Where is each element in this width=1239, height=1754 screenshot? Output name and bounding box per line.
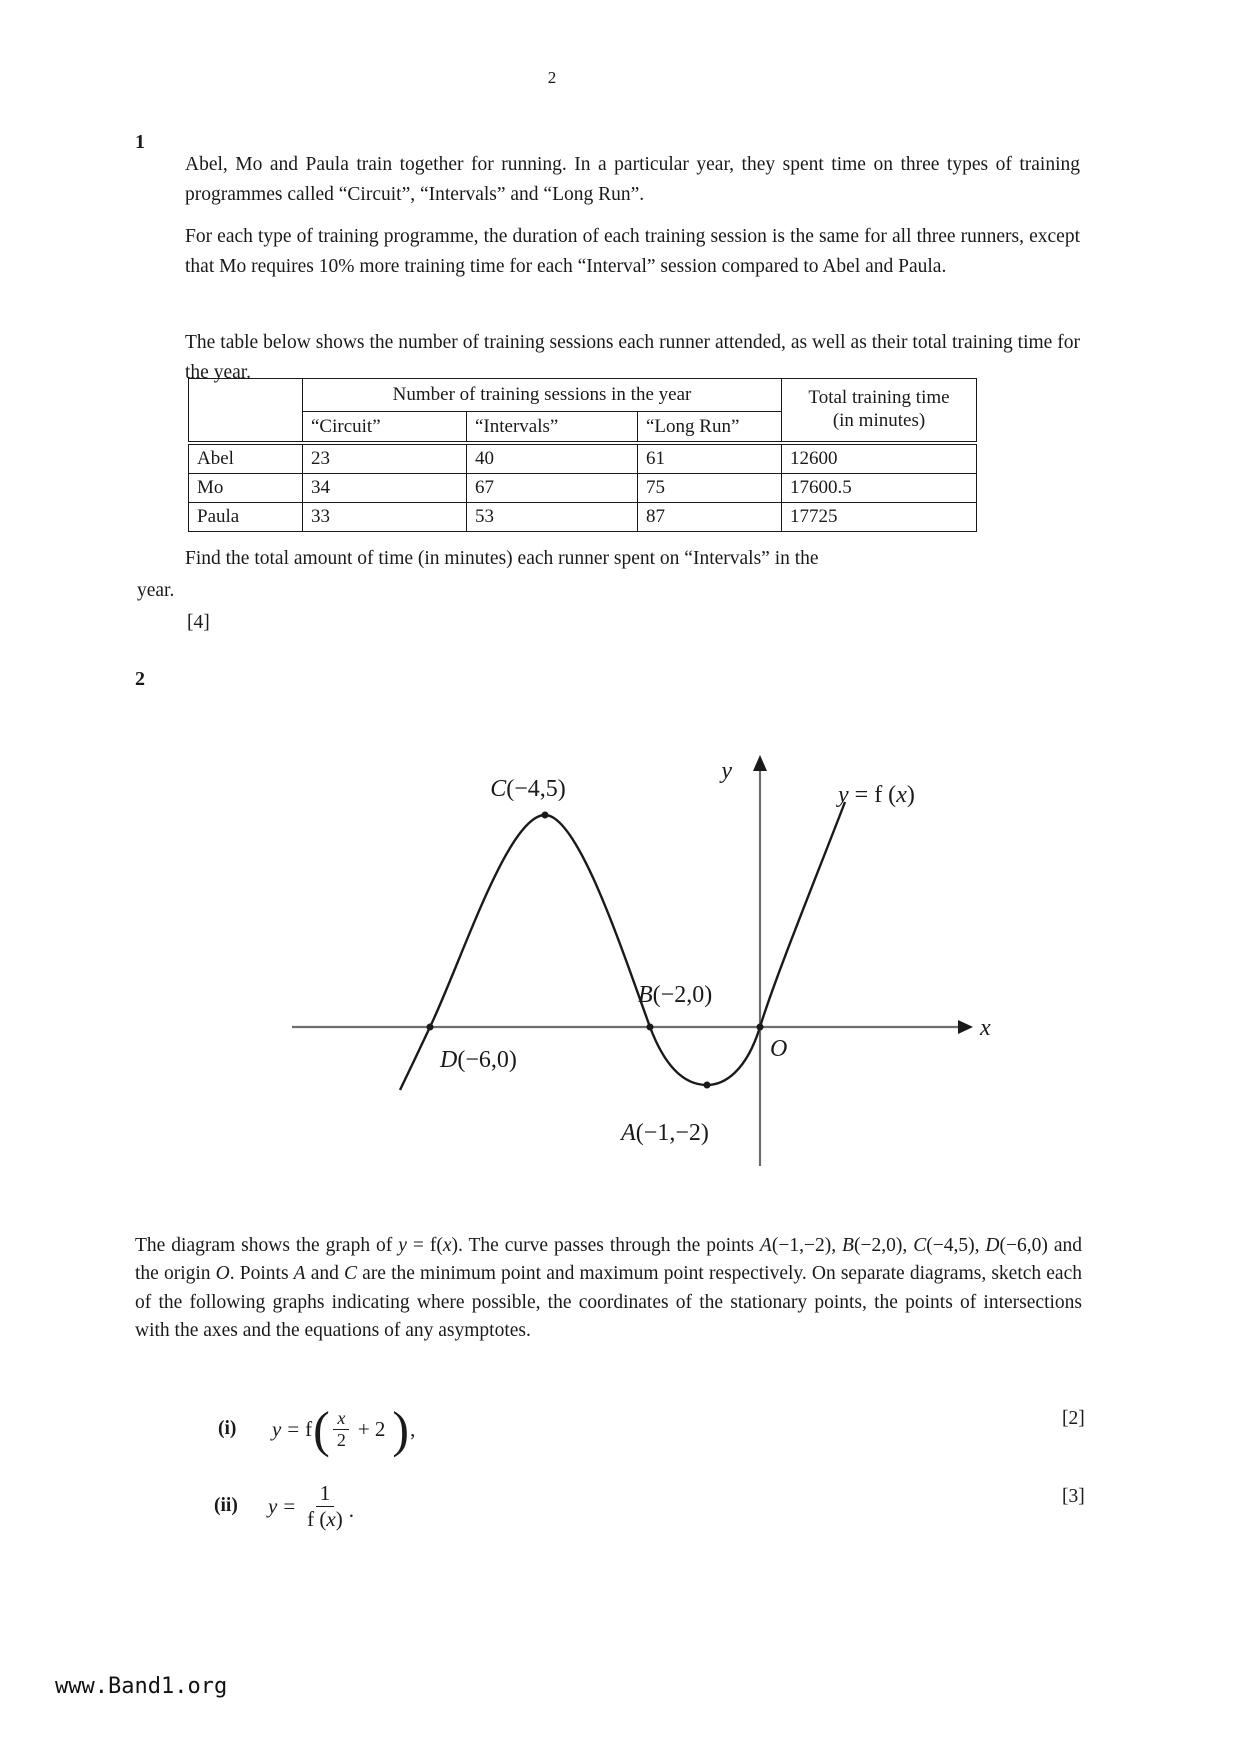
table-row xyxy=(189,443,977,474)
text-segment: (−2,0), xyxy=(853,1234,914,1256)
table-total-header xyxy=(782,379,977,444)
eq-ii-den-f: f ( xyxy=(307,1506,327,1531)
curve-equation-label xyxy=(836,782,915,808)
table-cell-intervals: 40 xyxy=(467,443,638,474)
page-number: 2 xyxy=(547,68,557,87)
text-segment: are the minimum point and maximum point respectively. On separate diagrams, sketch each of the following graphs indicating where possible, the coordinates of the stationary points, the points of intersections with the axes and the equations of any asymptotes. xyxy=(135,1263,1082,1341)
point-label-B xyxy=(638,982,712,1008)
table-cell-circuit: 23 xyxy=(303,443,467,474)
q1-paragraph-2: For each type of training programme, the duration of each training session is the same for all three runners, except that Mo requires 10% more training time for each “Interval” session compared to Abel and Paula. xyxy=(185,225,1080,277)
point-coords-C: (−4,5) xyxy=(506,776,566,802)
math-token: x xyxy=(442,1234,452,1256)
q2-part-ii-row xyxy=(214,1460,354,1552)
table-group-header: Number of training sessions in the year xyxy=(303,379,782,412)
function-graph xyxy=(270,750,1010,1190)
curve-label-x: x xyxy=(896,782,907,808)
part-ii-equation xyxy=(268,1481,354,1530)
text-segment: (−1,−2), xyxy=(771,1234,843,1256)
table-header xyxy=(189,379,977,444)
total-header-line2: (in minutes) xyxy=(832,410,926,431)
point-dot-B xyxy=(647,1024,654,1031)
text-segment: = f( xyxy=(406,1234,443,1256)
math-token: C xyxy=(344,1263,358,1284)
eq-ii-den-close: ) xyxy=(335,1506,343,1531)
text-segment: . Points xyxy=(229,1263,294,1284)
table-cell-intervals: 53 xyxy=(467,503,638,532)
eq-ii-period: . xyxy=(348,1497,354,1522)
y-axis-arrow-icon xyxy=(753,755,767,771)
table-cell-long_run: 87 xyxy=(638,503,782,532)
eq-i-y: y xyxy=(272,1416,282,1441)
table-corner-cell xyxy=(189,379,303,444)
q1-question-text-cont: year. xyxy=(137,579,175,601)
math-token: O xyxy=(215,1263,230,1284)
training-sessions-table xyxy=(188,378,977,532)
math-token: B xyxy=(842,1234,854,1256)
curve-label-y: y xyxy=(838,782,849,808)
q1-marks: [4] xyxy=(187,611,210,633)
table-cell-long_run: 61 xyxy=(638,443,782,474)
eq-ii-fraction xyxy=(303,1481,347,1530)
point-label-C xyxy=(490,776,566,802)
table-subheader-longrun: “Long Run” xyxy=(638,412,782,444)
eq-ii-denominator xyxy=(303,1507,347,1531)
math-token: C xyxy=(913,1234,927,1256)
curve-label-mid: = f ( xyxy=(848,782,897,808)
footer-url: www.Band1.org xyxy=(55,1674,228,1699)
eq-ii-equals: = xyxy=(283,1493,296,1518)
point-coords-B: (−2,0) xyxy=(652,982,713,1008)
eq-i-numerator: x xyxy=(333,1408,349,1430)
eq-ii-den-x: x xyxy=(326,1506,336,1531)
q1-paragraph-1: Abel, Mo and Paula train together for running. In a particular year, they spent time on three types of training programmes called “Circuit”, “Intervals” and “Long Run”. xyxy=(185,153,1080,205)
part-i-label: (i) xyxy=(218,1418,237,1439)
eq-i-f: f xyxy=(305,1416,313,1441)
point-coords-A: (−1,−2) xyxy=(635,1120,709,1146)
x-axis-label: x xyxy=(980,1015,991,1041)
table-cell-name: Paula xyxy=(189,503,303,532)
text-segment: (−4,5), xyxy=(926,1234,986,1256)
table-cell-name: Mo xyxy=(189,474,303,503)
eq-i-comma: , xyxy=(410,1417,416,1442)
table-row xyxy=(189,503,977,532)
point-label-D xyxy=(439,1047,517,1073)
point-dot-D xyxy=(427,1024,434,1031)
eq-i-denominator: 2 xyxy=(336,1429,346,1450)
eq-i-close-paren: ) xyxy=(392,1400,410,1458)
table-cell-total: 17725 xyxy=(782,503,977,532)
text-segment: and xyxy=(305,1263,345,1284)
table-cell-name: Abel xyxy=(189,443,303,474)
point-letter-C: C xyxy=(490,776,507,802)
text-segment: ). The curve passes through the points xyxy=(451,1234,760,1256)
total-header-line1: Total training time xyxy=(808,387,950,409)
text-segment: (−6,0) and the origin xyxy=(135,1234,1083,1284)
training-table-body xyxy=(189,443,977,532)
math-token: A xyxy=(293,1263,306,1284)
q2-paragraph xyxy=(135,1232,1082,1346)
eq-i-plus-2: + 2 xyxy=(357,1416,386,1441)
table-row xyxy=(189,474,977,503)
table-cell-circuit: 33 xyxy=(303,503,467,532)
point-letter-D: D xyxy=(440,1047,458,1073)
part-ii-label: (ii) xyxy=(214,1495,238,1516)
table-cell-circuit: 34 xyxy=(303,474,467,503)
table-cell-intervals: 67 xyxy=(467,474,638,503)
q1-question-text: Find the total amount of time (in minutes) each runner spent on “Intervals” in the xyxy=(185,547,819,569)
part-i-marks: [2] xyxy=(1062,1408,1085,1429)
eq-i-open-paren: ( xyxy=(313,1400,330,1458)
eq-i-equals: = xyxy=(287,1416,300,1441)
origin-label: O xyxy=(770,1036,788,1062)
eq-ii-numerator: 1 xyxy=(316,1481,335,1506)
curve-label-end: ) xyxy=(906,782,915,808)
math-token: A xyxy=(759,1234,772,1256)
table-cell-total: 12600 xyxy=(782,443,977,474)
point-dot-A xyxy=(704,1082,711,1089)
table-subheader-circuit: “Circuit” xyxy=(303,412,467,444)
y-axis-label: y xyxy=(721,758,732,784)
math-token: D xyxy=(985,1234,1000,1256)
part-ii-marks: [3] xyxy=(1062,1486,1085,1507)
point-label-A xyxy=(619,1120,709,1146)
math-token: y xyxy=(398,1234,407,1256)
question-1-number: 1 xyxy=(135,131,145,153)
table-subheader-intervals: “Intervals” xyxy=(467,412,638,444)
point-dot-origin xyxy=(757,1024,764,1031)
point-dot-C xyxy=(542,812,549,819)
part-i-equation xyxy=(272,1400,416,1458)
table-cell-long_run: 75 xyxy=(638,474,782,503)
q1-paragraph-3: The table below shows the number of training sessions each runner attended, as well as their total training time for the year. xyxy=(185,331,1080,383)
q2-part-i-row xyxy=(218,1396,415,1462)
point-coords-D: (−6,0) xyxy=(457,1047,517,1073)
question-2-number: 2 xyxy=(135,668,145,690)
table-cell-total: 17600.5 xyxy=(782,474,977,503)
eq-i-fraction xyxy=(333,1408,350,1450)
text-segment: The diagram shows the graph of xyxy=(135,1234,399,1256)
point-letter-A: A xyxy=(621,1120,636,1146)
point-letter-B: B xyxy=(638,982,653,1008)
x-axis-arrow-icon xyxy=(958,1020,973,1034)
eq-ii-y: y xyxy=(268,1493,278,1518)
